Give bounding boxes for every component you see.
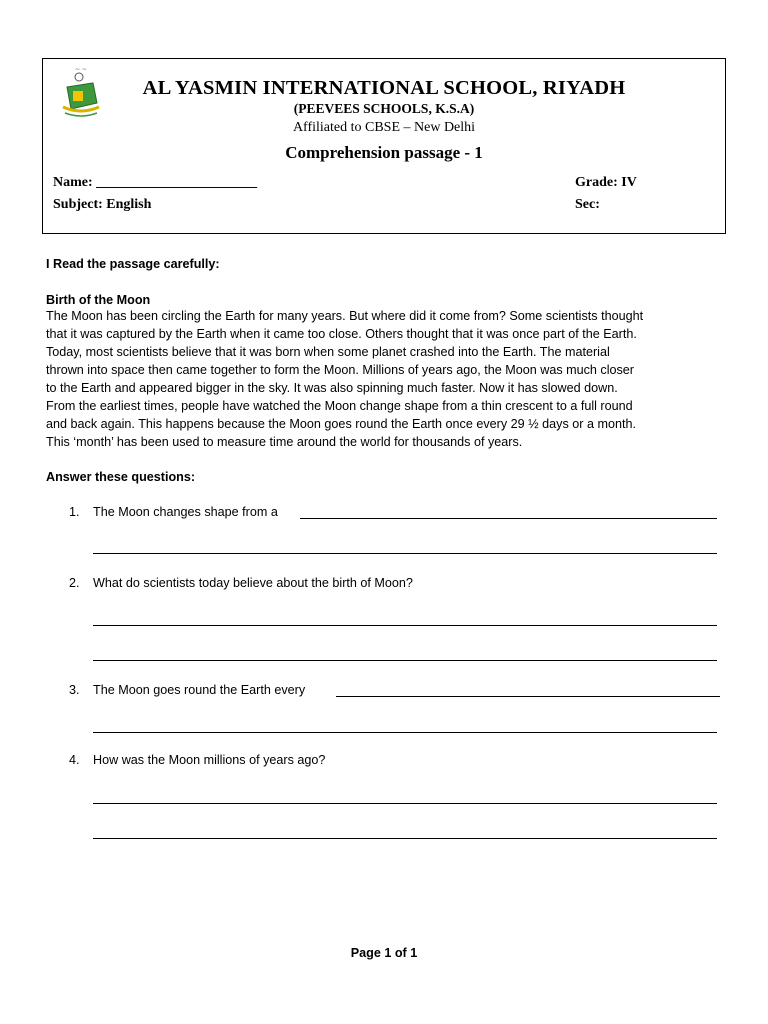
questions-heading: Answer these questions:: [46, 470, 196, 484]
worksheet-title: Comprehension passage - 1: [285, 143, 483, 162]
passage-line: and back again. This happens because the Moon goes round the Earth once every 29 ½ days or a month.: [46, 417, 636, 431]
page-number: Page 1 of 1: [350, 946, 418, 960]
question-text: The Moon goes round the Earth every: [93, 683, 306, 697]
passage-line: to the Earth and appeared bigger in the sky. It was also spinning much faster. Now it has slowed down.: [46, 381, 618, 395]
section-field[interactable]: Sec:: [575, 197, 600, 212]
answer-line[interactable]: [300, 518, 717, 519]
passage-title: Birth of the Moon: [46, 293, 151, 307]
answer-line[interactable]: [93, 803, 717, 804]
svg-text:~ ~: ~ ~: [75, 66, 87, 73]
passage-text: [46, 307, 736, 451]
answer-line[interactable]: [93, 660, 717, 661]
question-text: The Moon changes shape from a: [93, 505, 278, 519]
school-name: AL YASMIN INTERNATIONAL SCHOOL, RIYADH: [142, 77, 626, 99]
instruction: I Read the passage carefully:: [46, 257, 220, 271]
subject-label: Subject: English: [53, 197, 152, 212]
school-group: (PEEVEES SCHOOLS, K.S.A): [293, 101, 475, 116]
question-text: How was the Moon millions of years ago?: [93, 753, 326, 767]
passage-line: Today, most scientists believe that it was born when some planet crashed into the Earth. The material: [46, 345, 610, 359]
answer-line[interactable]: [93, 553, 717, 554]
question-number: 3.: [69, 683, 80, 697]
answer-line[interactable]: [93, 625, 717, 626]
question-number: 4.: [69, 753, 80, 767]
passage-line: The Moon has been circling the Earth for many years. But where did it come from? Some scientists thought: [46, 309, 644, 323]
question-text: What do scientists today believe about the birth of Moon?: [93, 576, 413, 590]
grade-label: Grade: IV: [575, 175, 637, 190]
question-number: 1.: [69, 505, 80, 519]
answer-line[interactable]: [93, 838, 717, 839]
answer-line[interactable]: [336, 696, 720, 697]
passage-line: that it was captured by the Earth when it came too close. Others thought that it was once part of the Earth.: [46, 327, 637, 341]
header-box: [42, 58, 726, 234]
passage-line: thrown into space then came together to form the Moon. Millions of years ago, the Moon was much closer: [46, 363, 635, 377]
name-field[interactable]: Name: _______________________: [53, 175, 258, 190]
affiliation: Affiliated to CBSE – New Delhi: [292, 120, 476, 135]
passage-line: From the earliest times, people have watched the Moon change shape from a thin crescent to a full round: [46, 399, 633, 413]
passage-line: This ‘month’ has been used to measure time around the world for thousands of years.: [46, 435, 523, 449]
question-number: 2.: [69, 576, 80, 590]
answer-line[interactable]: [93, 732, 717, 733]
